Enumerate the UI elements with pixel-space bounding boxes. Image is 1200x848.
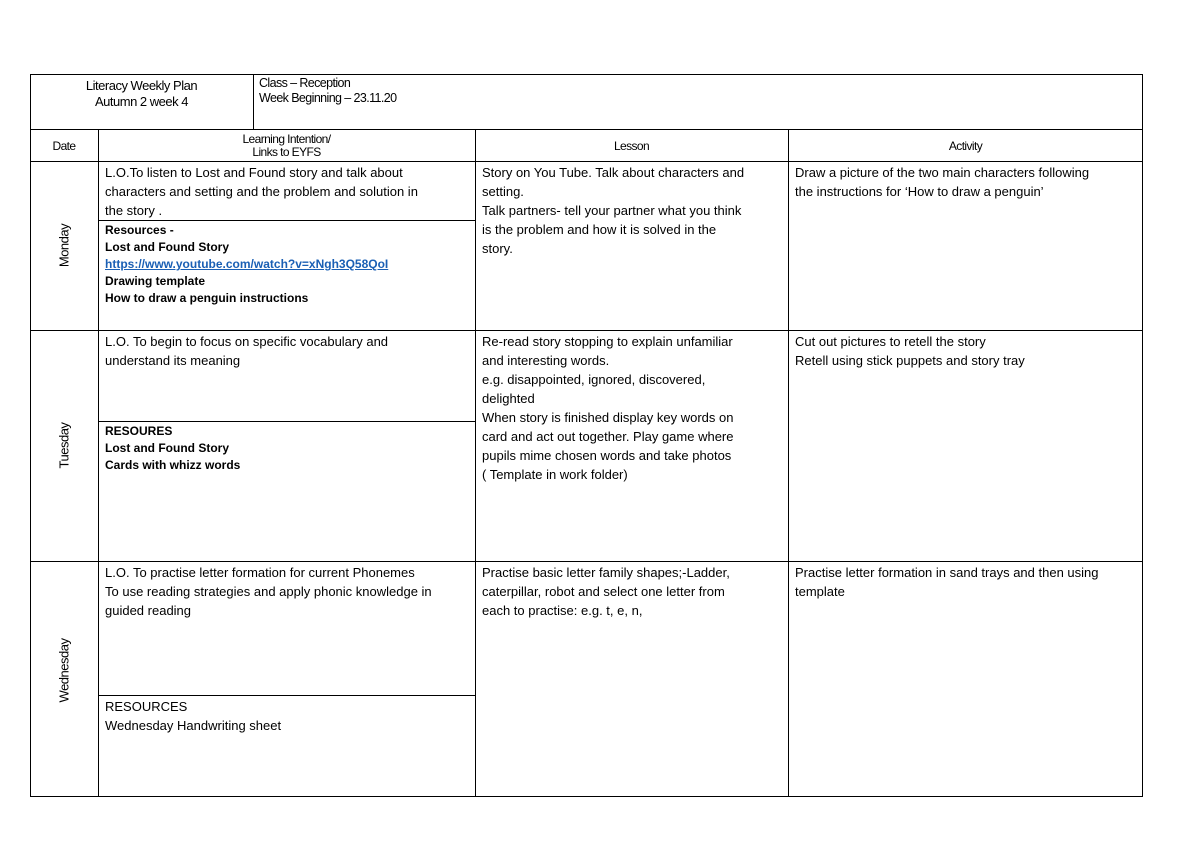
tuesday-lo-line: L.O. To begin to focus on specific vocabulary and [105,334,389,349]
monday-lo [98,163,475,220]
tuesday-activity [788,332,1143,370]
tuesday-activity-line: Retell using stick puppets and story tray [795,353,1025,368]
tuesday-resource-item: Lost and Found Story [105,441,229,455]
monday-lesson-line: setting. [482,184,524,199]
wednesday-activity-line: template [795,584,845,599]
wednesday-lesson-line: Practise basic letter family shapes;-Ladder, [482,565,730,580]
header-divider [30,129,1143,130]
day-wednesday: Wednesday [56,638,72,703]
monday-activity-line: Draw a picture of the two main characters following [795,165,1090,180]
col-learning [98,133,475,159]
tuesday-lo [98,332,475,370]
week-line: Week Beginning – 23.11.20 [259,91,397,105]
monday-activity [788,163,1143,201]
wednesday-resource-item: Wednesday Handwriting sheet [105,718,282,733]
col-learning-line1: Learning Intention/ [242,132,331,146]
wednesday-resources [98,697,475,735]
tuesday-lesson-line: delighted [482,391,535,406]
wednesday-activity-line: Practise letter formation in sand trays and then using [795,565,1099,580]
monday-lesson-line: Talk partners- tell your partner what you think [482,203,742,218]
monday-divider [30,330,1143,331]
monday-video-link[interactable]: https://www.youtube.com/watch?v=xNgh3Q58QoI [105,257,389,271]
monday-lesson-line: story. [482,241,513,256]
tuesday-lesson-line: e.g. disappointed, ignored, discovered, [482,372,706,387]
class-line: Class – Reception [259,76,351,90]
tuesday-lesson-line: When story is finished display key words on [482,410,734,425]
monday-lesson [475,163,788,258]
monday-lo-line: the story . [105,203,163,218]
plan-title-line2: Autumn 2 week 4 [95,94,188,109]
monday-lo-line: characters and setting and the problem and solution in [105,184,418,199]
wednesday-resources-label: RESOURCES [105,699,188,714]
col-lesson: Lesson [613,139,650,153]
tuesday-resources-divider [98,421,475,422]
monday-resource-item: Drawing template [105,274,206,288]
wednesday-lesson [475,563,788,620]
tuesday-lesson-line: and interesting words. [482,353,610,368]
tuesday-lesson-line: Re-read story stopping to explain unfamiliar [482,334,733,349]
wednesday-lo-line: guided reading [105,603,192,618]
monday-lo-line: L.O.To listen to Lost and Found story and talk about [105,165,403,180]
wednesday-lo-line: To use reading strategies and apply phonic knowledge in [105,584,432,599]
colhead-divider [30,161,1143,162]
monday-lesson-line: is the problem and how it is solved in the [482,222,717,237]
tuesday-lesson-line: ( Template in work folder) [482,467,628,482]
tuesday-lesson-line: pupils mime chosen words and take photos [482,448,732,463]
plan-title-line1: Literacy Weekly Plan [85,78,198,93]
wednesday-lo [98,563,475,620]
day-monday: Monday [56,223,72,268]
monday-resources-label: Resources - [105,223,174,237]
tuesday-lesson [475,332,788,484]
monday-resources-divider [98,220,475,221]
tuesday-lo-line: understand its meaning [105,353,241,368]
plan-title [30,78,253,110]
class-info [259,76,659,106]
tuesday-resources [98,423,475,474]
monday-resource-item: How to draw a penguin instructions [105,291,309,305]
wednesday-lesson-line: each to practise: e.g. t, e, n, [482,603,643,618]
wednesday-activity [788,563,1143,601]
col-activity: Activity [948,139,983,153]
wednesday-lo-line: L.O. To practise letter formation for current Phonemes [105,565,415,580]
wednesday-lesson-line: caterpillar, robot and select one letter from [482,584,725,599]
tuesday-lesson-line: card and act out together. Play game where [482,429,734,444]
tuesday-resource-item: Cards with whizz words [105,458,241,472]
day-tuesday: Tuesday [56,422,72,469]
tuesday-activity-line: Cut out pictures to retell the story [795,334,986,349]
monday-lesson-line: Story on You Tube. Talk about characters and [482,165,745,180]
col-learning-line2: Links to EYFS [252,145,321,159]
tuesday-resources-label: RESOURES [105,424,173,438]
monday-activity-line: the instructions for ‘How to draw a penguin’ [795,184,1044,199]
wednesday-resources-divider [98,695,475,696]
monday-resource-item: Lost and Found Story [105,240,229,254]
monday-resources [98,222,475,307]
lesson-vdivider [788,129,789,797]
header-vdivider [253,74,254,130]
col-date: Date [52,139,76,153]
tuesday-divider [30,561,1143,562]
